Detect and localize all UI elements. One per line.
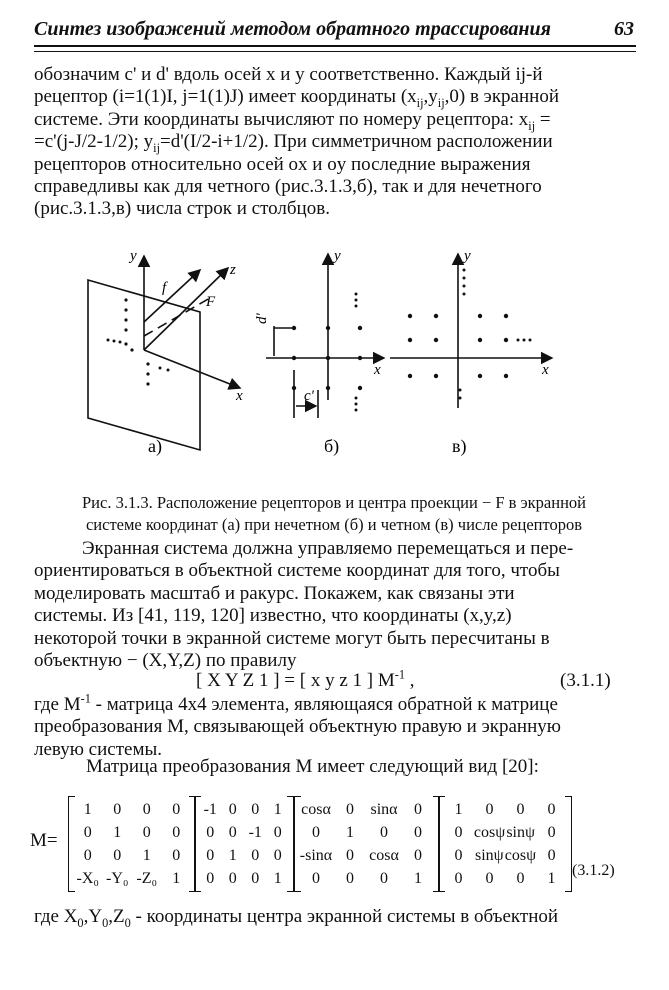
matrix-cell: 0: [206, 870, 215, 887]
matrix-cell: 0: [485, 801, 494, 818]
matrix-cell: cosα: [301, 801, 331, 818]
matrix-cell: 0: [142, 824, 151, 841]
matrix-row: [73, 798, 191, 821]
matrix-cell: 0: [113, 801, 122, 818]
figure-3-1-3: [60, 240, 580, 470]
matrix-cell: 0: [516, 801, 525, 818]
axis-y-label-c: y: [464, 248, 471, 264]
text-line: рецептор (i=1(1)I, j=1(1)J) имеет координаты $(x_{ij},y_{ij},0)$ в экранной: [34, 86, 559, 111]
matrix-row: [443, 844, 567, 867]
panel-c: [390, 254, 552, 408]
text-line: Экранная система должна управляемо перемещаться и пере-: [82, 538, 574, 559]
matrix-cell: 0: [83, 847, 92, 864]
matrix-cell: 0: [172, 824, 181, 841]
panel-b: [266, 254, 384, 418]
text-line: где $X_0,Y_0,Z_0$ - координаты центра экранной системы в объектной: [34, 906, 559, 930]
matrix-row: [299, 821, 435, 844]
matrix-cell: 0: [273, 847, 282, 864]
matrix-cell: 0: [454, 824, 463, 841]
text-line: справедливы как для четного (рис.3.1.3,б), так и для нечетного: [34, 176, 542, 198]
matrix-cell: cosψ: [504, 847, 537, 864]
label-F: F: [206, 294, 216, 310]
matrix-cell: 0: [172, 801, 181, 818]
matrix-row: [299, 844, 435, 867]
matrix-cell: sinψ: [474, 847, 504, 864]
matrix-cell: 0: [454, 870, 463, 887]
matrix-cell: 0: [312, 824, 320, 841]
matrix-cell: 0: [346, 801, 354, 818]
matrix-cell: 1: [547, 870, 556, 887]
panel-b-label: б): [324, 436, 340, 456]
matrix-rotation-alpha: [294, 796, 440, 892]
matrix-cell: 0: [142, 801, 151, 818]
matrix-cell: 1: [142, 847, 151, 864]
matrix-cell: -1: [203, 801, 217, 818]
text-line: левую системы.: [34, 738, 162, 760]
matrix-cell: 0: [547, 824, 556, 841]
page-number: 63: [614, 18, 634, 40]
text-line: (рис.3.1.3,в) числа строк и столбцов.: [34, 198, 330, 220]
axis-x-label-c: x: [542, 362, 549, 378]
matrix-cell: sinψ: [506, 824, 536, 841]
matrix-cell: 1: [228, 847, 237, 864]
matrix-row: [299, 798, 435, 821]
text-line: системы. Из [41, 119, 120] известно, что координаты (x,y,z): [34, 605, 512, 627]
paragraph-5: [34, 906, 622, 928]
matrix-row: [199, 844, 289, 867]
axis-y-label-a: y: [130, 248, 137, 264]
equation-number-2: (3.1.2): [572, 862, 615, 879]
matrix-cell: 0: [454, 847, 463, 864]
panel-a-label: а): [148, 436, 162, 456]
matrix-cell: 0: [206, 847, 215, 864]
matrix-cell: 0: [312, 870, 320, 887]
matrix-cell: 0: [414, 824, 422, 841]
text-line: где $M^{-1}$ - матрица 4x4 элемента, являющаяся обратной к матрице: [34, 691, 558, 715]
text-line: моделировать масштаб и ракурс. Покажем, как связаны эти: [34, 582, 515, 604]
matrix-cell: 1: [273, 801, 282, 818]
label-f: f: [162, 280, 167, 296]
matrix-cell: cosψ: [473, 824, 506, 841]
x-axis: [144, 350, 240, 388]
matrix-cell: cosα: [369, 847, 399, 864]
formula-3-1-1: [ X Y Z 1 ] = [ x y z 1 ] $M^{-1}$ ,: [196, 667, 415, 691]
matrix-cell: 0: [346, 847, 354, 864]
matrix-label: M=: [30, 830, 58, 851]
matrix-cell: 0: [206, 824, 215, 841]
matrix-cell: 1: [273, 870, 282, 887]
matrix-axis-flip: [194, 796, 294, 892]
matrix-cell: 1: [414, 870, 422, 887]
matrix-cell: 1: [113, 824, 122, 841]
caption-line: Рис. 3.1.3. Расположение рецепторов и центра проекции − F в экранной: [81, 493, 586, 512]
matrix-cell: 0: [516, 870, 525, 887]
matrix-row: [73, 821, 191, 844]
matrix-row: [443, 798, 567, 821]
text-line: ориентироваться в объектной системе координат для того, чтобы: [34, 560, 560, 582]
matrix-cell: 0: [547, 847, 556, 864]
running-title: Синтез изображений методом обратного трассирования: [34, 18, 551, 40]
matrix-cell: 0: [547, 801, 556, 818]
matrix-row: [299, 867, 435, 890]
matrix-row: [73, 844, 191, 867]
text-line: преобразования M, связывающей объектную правую и экранную: [34, 716, 561, 738]
matrix-cell: 0: [414, 847, 422, 864]
matrix-cell: 0: [113, 847, 122, 864]
matrix-rotation-psi: [438, 796, 572, 892]
panel-c-dots: [408, 269, 532, 400]
matrix-cell: 1: [172, 870, 181, 887]
matrix-cell: 0: [83, 824, 92, 841]
z-axis: [144, 268, 228, 350]
text-line: рецепторов относительно осей ox и oy последние выражения: [34, 153, 531, 175]
text-line: Матрица преобразования M имеет следующий вид [20]:: [86, 756, 539, 777]
matrix-cell: 0: [346, 870, 354, 887]
matrix-cell: 0: [251, 870, 260, 887]
matrix-cell: 0: [228, 824, 237, 841]
equation-number-1: (3.1.1): [560, 670, 611, 691]
matrix-cell: 0: [414, 801, 422, 818]
matrix-cell: sinα: [370, 801, 398, 818]
matrix-cell: 1: [83, 801, 92, 818]
running-header: [34, 16, 640, 44]
f-line: [144, 270, 200, 322]
label-c: c': [304, 388, 314, 404]
matrix-cell: -Z₀: [136, 870, 158, 887]
matrix-cell: 0: [380, 870, 388, 887]
matrix-cell: 0: [228, 870, 237, 887]
matrix-cell: 0: [380, 824, 388, 841]
axis-y-label-b: y: [334, 248, 341, 264]
matrix-cell: 1: [346, 824, 354, 841]
text-line: обозначим c' и d' вдоль осей x и y соответственно. Каждый ij-й: [34, 64, 543, 85]
matrix-cell: 0: [251, 847, 260, 864]
matrix-cell: -sinα: [299, 847, 333, 864]
matrix-translation: [68, 796, 196, 892]
matrix-row: [199, 821, 289, 844]
panel-b-dots: [292, 293, 362, 412]
matrix-row: [199, 867, 289, 890]
text-line: некоторой точки в экранной системе могут быть пересчитаны в: [34, 627, 550, 649]
matrix-cell: 0: [485, 870, 494, 887]
axis-x-label-a: x: [236, 388, 243, 404]
matrix-cell: -Y₀: [106, 870, 129, 887]
text-line: системе. Эти координаты вычисляют по номеру рецептора: $x_{ij}$ =: [34, 108, 551, 133]
header-rule: [34, 45, 636, 52]
matrix-cell: 0: [172, 847, 181, 864]
matrix-row: [443, 867, 567, 890]
text-line: объектную − (X,Y,Z) по правилу: [34, 650, 297, 672]
paragraph-2: [34, 538, 622, 672]
matrix-cell: 0: [273, 824, 282, 841]
matrix-cell: 0: [228, 801, 237, 818]
figure-caption: [34, 492, 634, 536]
axis-x-label-b: x: [374, 362, 381, 378]
axis-z-label-a: z: [230, 262, 236, 278]
matrix-cell: 0: [251, 801, 260, 818]
paragraph-1: [34, 64, 622, 221]
text-line: =c'(j-J/2-1/2); $y_{ij}=d'(I/2-i+1/2)$. При симметричном расположении: [34, 131, 553, 156]
paragraph-3: [34, 691, 622, 761]
panel-c-label: в): [452, 436, 467, 456]
caption-line: системе координат (а) при нечетном (б) и четном (в) числе рецепторов: [85, 515, 583, 534]
matrix-cell: -1: [248, 824, 262, 841]
matrix-cell: 1: [454, 801, 463, 818]
paragraph-4: [86, 756, 626, 778]
matrix-row: [73, 867, 191, 890]
matrix-cell: -X₀: [76, 870, 99, 887]
matrix-row: [443, 821, 567, 844]
panel-a-dots: [107, 298, 170, 385]
matrix-row: [199, 798, 289, 821]
label-d: d': [254, 313, 270, 324]
